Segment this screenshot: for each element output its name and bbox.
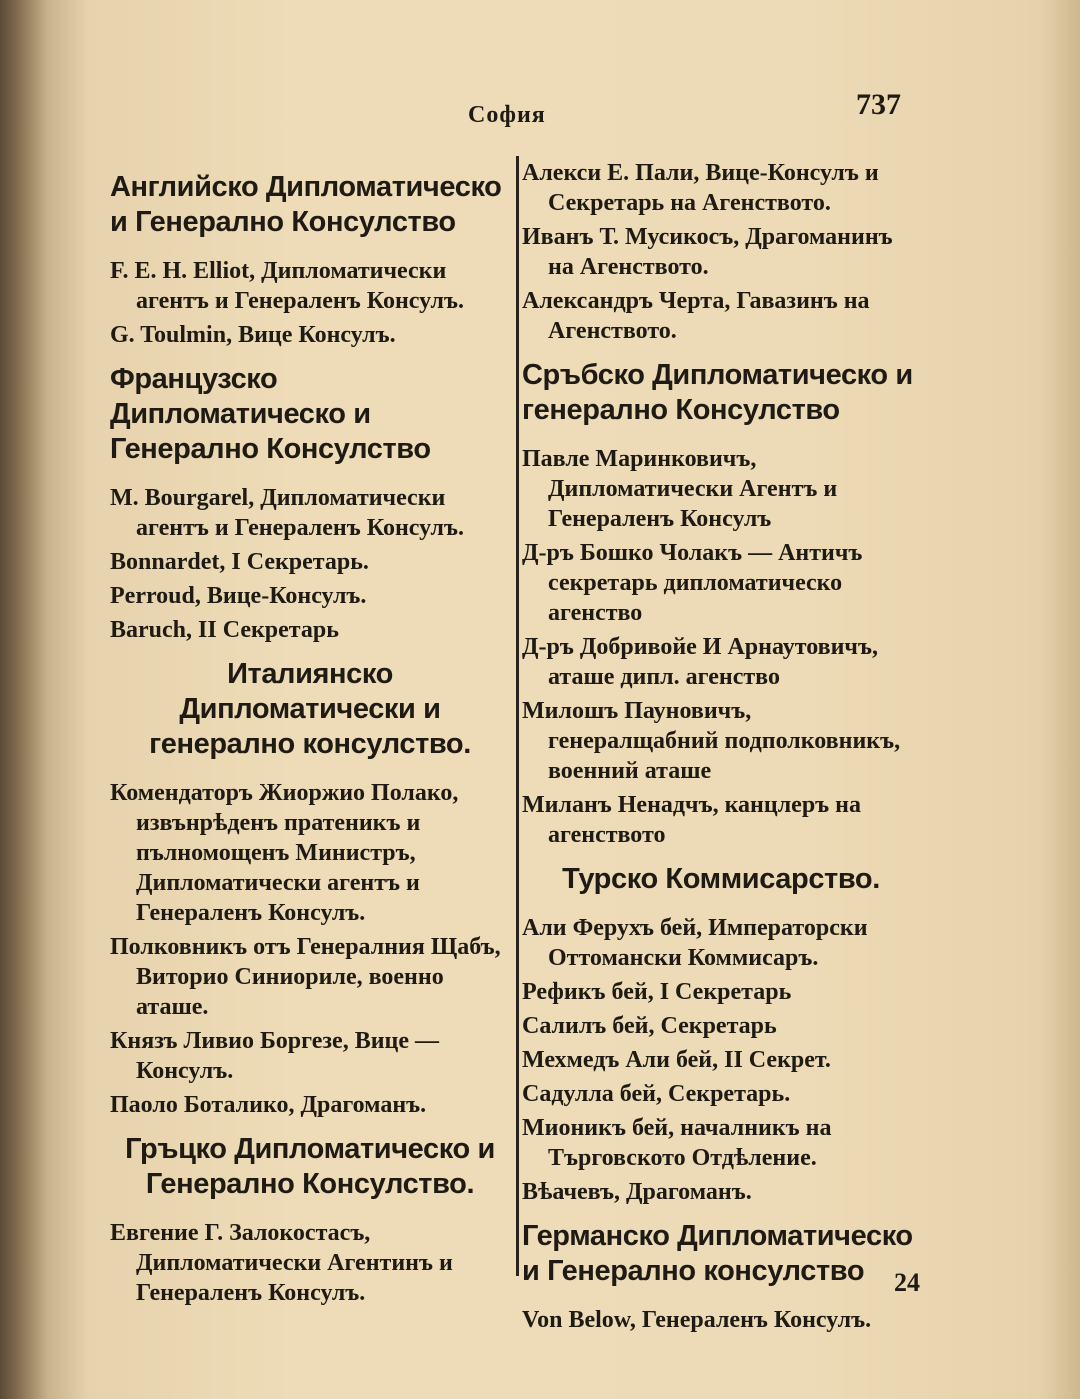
signature-mark: 24 <box>894 1268 920 1297</box>
entry: Полковникъ отъ Генералния Щабъ, Виторио Синиориле, военно аташе. <box>110 934 501 1020</box>
entry: M. Bourgarel, Дипломатически агентъ и Генераленъ Консулъ. <box>110 485 464 541</box>
entry: F. E. H. Elliot, Дипломатически агентъ и Генераленъ Консулъ. <box>110 258 464 314</box>
left-column <box>110 158 510 1312</box>
section-heading: Германско Дипломатическо и Генерално консулство <box>522 1220 913 1287</box>
entry: Мехмедъ Али бей, II Секрет. <box>522 1047 831 1073</box>
entry: Миланъ Ненадчъ, канцлеръ на агенството <box>522 792 861 848</box>
entry: Александръ Черта, Гавазинъ на Агенството. <box>522 288 870 344</box>
entry: Perroud, Вице-Консулъ. <box>110 583 367 609</box>
entry: Паоло Боталико, Драгоманъ. <box>110 1092 427 1118</box>
entry: Рефикъ бей, I Секретарь <box>522 979 792 1005</box>
entry: Салилъ бей, Секретарь <box>522 1013 777 1039</box>
running-title: София <box>468 102 546 128</box>
entry: Мионикъ бей, началникъ на Търговското Отдѣление. <box>522 1115 832 1171</box>
entry: Павле Маринковичъ, Дипломатически Агентъ и Генераленъ Консулъ <box>522 446 838 532</box>
section-heading: Гръцко Дипломатическо и Генерално Консулство. <box>125 1133 495 1200</box>
entry: Baruch, II Секретарь <box>110 617 339 643</box>
section-heading: Английско Дипломатическо и Генерално Консулство <box>110 171 502 238</box>
entry: Евгение Г. Залокостасъ, Дипломатически Агентинъ и Генераленъ Консулъ. <box>110 1220 453 1306</box>
entry: Д-ръ Бошко Чолакъ — Античъ секретарь дипломатическо агенство <box>522 540 863 626</box>
entry: Милошъ Пауновичъ, генералщабний подполковникъ, военний аташе <box>522 698 901 784</box>
page-number: 737 <box>856 88 901 121</box>
entry: Садулла бей, Секретарь. <box>522 1081 791 1107</box>
entry: G. Toulmin, Вице Консулъ. <box>110 322 396 348</box>
section-heading: Италиянско Дипломатически и генерално консулство. <box>149 658 471 760</box>
right-column <box>522 158 920 1339</box>
entry: Алекси Е. Пали, Вице-Консулъ и Секретарь на Агенството. <box>522 160 879 216</box>
entry: Bonnardet, I Секретарь. <box>110 549 369 575</box>
entry: Von Below, Генераленъ Консулъ. <box>522 1307 872 1333</box>
entry: Д-ръ Добривойе И Арнаутовичъ, аташе дипл. агенство <box>522 634 878 690</box>
section-heading: Французско Дипломатическо и Генерално Консулство <box>110 363 431 465</box>
column-divider <box>516 156 519 1276</box>
entry: Князъ Ливио Боргезе, Вице — Консулъ. <box>110 1028 440 1084</box>
entry: Иванъ Т. Мусикосъ, Драгоманинъ на Агенството. <box>522 224 893 280</box>
entry: Али Ферухъ бей, Императорски Оттомански Коммисаръ. <box>522 915 868 971</box>
section-heading: Турско Коммисарство. <box>562 863 880 895</box>
entry: Комендаторъ Жиоржио Полако, извънрѣденъ пратеникъ и пълномощенъ Министръ, Дипломатически агентъ и Генераленъ Консулъ. <box>110 780 459 926</box>
section-heading: Сръбско Дипломатическо и генерално Консулство <box>522 359 913 426</box>
entry: Вѣачевъ, Драгоманъ. <box>522 1179 752 1205</box>
